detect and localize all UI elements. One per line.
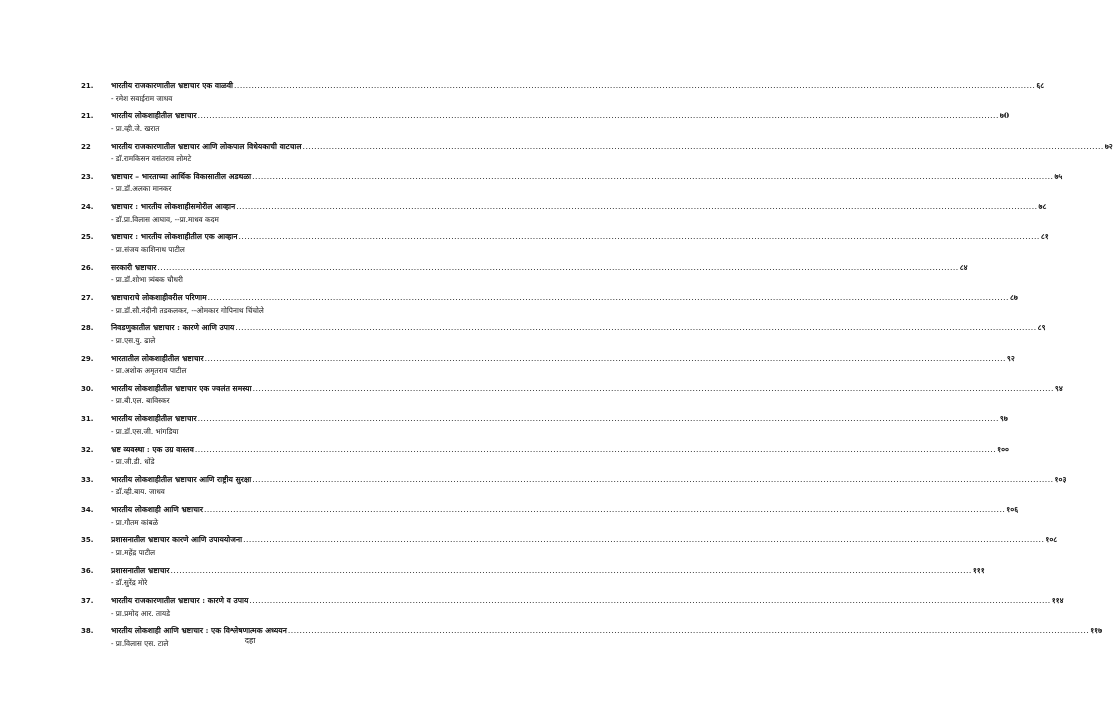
- toc-entry-line: [81, 504, 1019, 517]
- entry-number: 29.: [81, 354, 94, 363]
- entry-page-number: ७८: [1038, 202, 1047, 212]
- entry-number: 35.: [81, 536, 94, 545]
- dot-leader: [252, 171, 1053, 183]
- entry-number: 34.: [81, 506, 94, 515]
- dot-leader: [208, 292, 1009, 304]
- toc-entry-line: [81, 474, 1067, 487]
- entry-number: 24.: [81, 203, 94, 212]
- entry-page-number: ९७: [999, 414, 1008, 424]
- toc-entry-line: [81, 292, 1018, 305]
- entry-number: 28.: [81, 324, 94, 333]
- entry-page-number: ११४: [1051, 596, 1064, 606]
- entry-page-number: ७२: [1104, 141, 1113, 151]
- entry-title: भ्रष्टाचार : भारतीय लोकशाहीसमोरील आव्हान: [111, 202, 236, 212]
- toc-entry-line: [81, 534, 1058, 547]
- entry-title: भारतीय राजकारणातील भ्रष्टाचार : कारणे व उपाय: [111, 596, 249, 606]
- dot-leader: [249, 595, 1050, 607]
- dot-leader: [252, 474, 1053, 486]
- entry-author: - प्रा.प्रमोद आर. तायडे: [111, 608, 171, 618]
- entry-title: भारतीय लोकशाही आणि भ्रष्टाचार : एक विश्लेषणात्मक अध्ययन: [111, 626, 287, 636]
- toc-entry: [81, 141, 1113, 171]
- dot-leader: [236, 201, 1037, 213]
- toc-entry-line: [81, 353, 1015, 366]
- entry-title: भारतीय राजकारणातील भ्रष्टाचार एक वाळवी: [111, 81, 234, 90]
- entry-author: - प्रा.बी.एल. बाविस्कर: [111, 396, 170, 406]
- entry-title: भ्रष्टाचाराचे लोकशाहीवरील परिणाम: [111, 293, 207, 303]
- entry-author: - प्रा.विलास एस. टाले: [111, 638, 169, 648]
- toc-entry: [81, 474, 1067, 504]
- entry-number: 30.: [81, 384, 94, 393]
- entry-author: - प्रा.गौतम कांबळे: [111, 517, 159, 527]
- entry-title: भ्रष्ट व्यवस्था : एक उग्र वास्तव: [111, 444, 194, 454]
- toc-entry: [81, 504, 1019, 534]
- entry-number: 38.: [81, 627, 94, 636]
- entry-author: - प्रा.अशोक अमृतराव पाटील: [111, 366, 187, 376]
- entry-author: - रमेश सवाईराम जाधव: [111, 93, 173, 103]
- toc-entry-line: [81, 201, 1047, 214]
- toc-entry: [81, 292, 1018, 322]
- entry-number: 27.: [81, 294, 94, 303]
- entry-author: - प्रा.महेंद्र पाटील: [111, 547, 156, 557]
- entry-author: - प्रा.डॉ.अलका मानकर: [111, 184, 172, 194]
- entry-page-number: ९४: [1054, 383, 1063, 393]
- dot-leader: [205, 353, 1006, 365]
- entry-page-number: १००: [997, 444, 1009, 454]
- toc-entry: [81, 322, 1046, 352]
- entry-author: - प्रा.डॉ.सौ.नंदीनी तडकलकर, --ओमकार गोपिनाथ चिंचोले: [111, 305, 264, 315]
- entry-title: भारतीय लोकशाहीतील भ्रष्टाचार आणि राष्ट्रीय सुरक्षा: [111, 474, 252, 484]
- toc-entry-line: [81, 171, 1063, 184]
- toc-entry-line: [81, 322, 1046, 335]
- toc-entry-line: [81, 444, 1009, 457]
- entry-number: 22: [81, 142, 91, 151]
- entry-page-number: ८१: [1040, 232, 1049, 242]
- dot-leader: [198, 413, 999, 425]
- entry-title: प्रशासनातील भ्रष्टाचार कारणे आणि उपाययोजना: [111, 535, 243, 545]
- entry-author: - प्रा.जी.डी. धोंडे: [111, 457, 155, 467]
- toc-entry: [81, 595, 1064, 625]
- entry-number: 33.: [81, 475, 94, 484]
- toc-entry: [81, 231, 1049, 261]
- entry-page-number: १०३: [1054, 474, 1067, 484]
- dot-leader: [157, 262, 958, 274]
- entry-author: - प्रा.व्ही.जे. खरात: [111, 123, 160, 133]
- toc-entry: [81, 413, 1008, 443]
- entry-page-number: ७५: [1054, 171, 1063, 181]
- entry-title: प्रशासनातील भ्रष्टाचार: [111, 565, 170, 575]
- dot-leader: [198, 110, 999, 122]
- entry-page-number: ८४: [959, 262, 968, 272]
- toc-entry: [81, 444, 1009, 474]
- toc-entry-line: [81, 383, 1063, 396]
- toc-entry: [81, 565, 985, 595]
- entry-title: भ्रष्टाचार – भारताच्या आर्थिक विकासातील अडथळा: [111, 171, 252, 181]
- table-of-contents: [81, 80, 1113, 656]
- dot-leader: [253, 383, 1054, 395]
- entry-page-number: १११: [972, 565, 985, 575]
- entry-title: भारतीय लोकशाहीतील भ्रष्टाचार एक ज्वलंत समस्या: [111, 383, 252, 393]
- entry-number: 21.: [81, 112, 94, 121]
- toc-entry: [81, 353, 1015, 383]
- entry-number: 25.: [81, 233, 94, 242]
- toc-entry: [81, 534, 1058, 564]
- toc-entry-line: [81, 262, 968, 275]
- toc-entry: [81, 201, 1047, 231]
- page-footer: दहा: [244, 636, 256, 645]
- entry-title: सरकारी भ्रष्टाचार: [111, 262, 157, 272]
- entry-author: - प्रा.डॉ.एस.जी. भांगडिया: [111, 426, 179, 436]
- entry-title: भारतीय लोकशाहीतील भ्रष्टाचार: [111, 111, 197, 121]
- entry-number: 37.: [81, 597, 94, 606]
- dot-leader: [234, 80, 1035, 92]
- toc-entry-line: [81, 110, 1010, 123]
- dot-leader: [235, 322, 1036, 334]
- dot-leader: [204, 504, 1005, 516]
- entry-page-number: ६८: [1036, 81, 1045, 90]
- entry-author: - डॉ.रामकिसन वसंतराव लोमटे: [111, 154, 192, 164]
- entry-author: - डॉ.सुरेंद्र मोरे: [111, 578, 148, 588]
- entry-number: 23.: [81, 172, 94, 181]
- dot-leader: [303, 141, 1104, 153]
- entry-title: भारतीय राजकारणातील भ्रष्टाचार आणि लोकपाल विधेयकाची वाटचाल: [111, 141, 302, 151]
- entry-page-number: १०६: [1006, 505, 1019, 515]
- toc-entry-line: [81, 413, 1008, 426]
- entry-page-number: १०८: [1045, 535, 1058, 545]
- entry-title: भारतीय लोकशाही आणि भ्रष्टाचार: [111, 505, 203, 515]
- entry-title: भारतातील लोकशाहीतील भ्रष्टाचार: [111, 353, 204, 363]
- entry-author: - प्रा.डॉ.शोभा त्र्यंबक चौधरी: [111, 275, 183, 285]
- entry-number: 21.: [81, 82, 94, 90]
- dot-leader: [195, 444, 996, 456]
- dot-leader: [239, 231, 1040, 243]
- entry-number: 32.: [81, 445, 94, 454]
- toc-entry-line: [81, 141, 1113, 154]
- entry-author: - प्रा.एस.यु. ढाले: [111, 335, 156, 345]
- entry-number: 31.: [81, 415, 94, 424]
- entry-page-number: ८७: [1009, 293, 1018, 303]
- entry-number: 26.: [81, 263, 94, 272]
- entry-page-number: ८९: [1037, 323, 1046, 333]
- toc-entry: [81, 110, 1010, 140]
- toc-entry-line: [81, 565, 985, 578]
- entry-author: - डॉ.व्ही.बाय. जाधव: [111, 487, 165, 497]
- entry-page-number: ११७: [1090, 626, 1103, 636]
- toc-entry-line: [81, 231, 1049, 244]
- entry-page-number: ७0: [999, 111, 1010, 121]
- entry-author: - डॉ.प्रा.विलास आघाव, --प्रा.माधव कदम: [111, 214, 219, 224]
- toc-entry: [81, 171, 1063, 201]
- entry-number: 36.: [81, 566, 94, 575]
- toc-entry: [81, 383, 1063, 413]
- dot-leader: [171, 565, 972, 577]
- entry-title: भारतीय लोकशाहीतील भ्रष्टाचार: [111, 414, 197, 424]
- entry-author: - प्रा.संजय काशिनाथ पाटील: [111, 244, 185, 254]
- dot-leader: [243, 534, 1044, 546]
- entry-title: भ्रष्टाचार : भारतीय लोकशाहीतील एक आव्हान: [111, 232, 238, 242]
- toc-entry: [81, 80, 1045, 110]
- toc-entry-line: [81, 80, 1045, 93]
- toc-entry: [81, 262, 968, 292]
- entry-page-number: ९२: [1006, 353, 1015, 363]
- toc-entry-line: [81, 595, 1064, 608]
- entry-title: निवडणुकातील भ्रष्टाचार : कारणे आणि उपाय: [111, 323, 235, 333]
